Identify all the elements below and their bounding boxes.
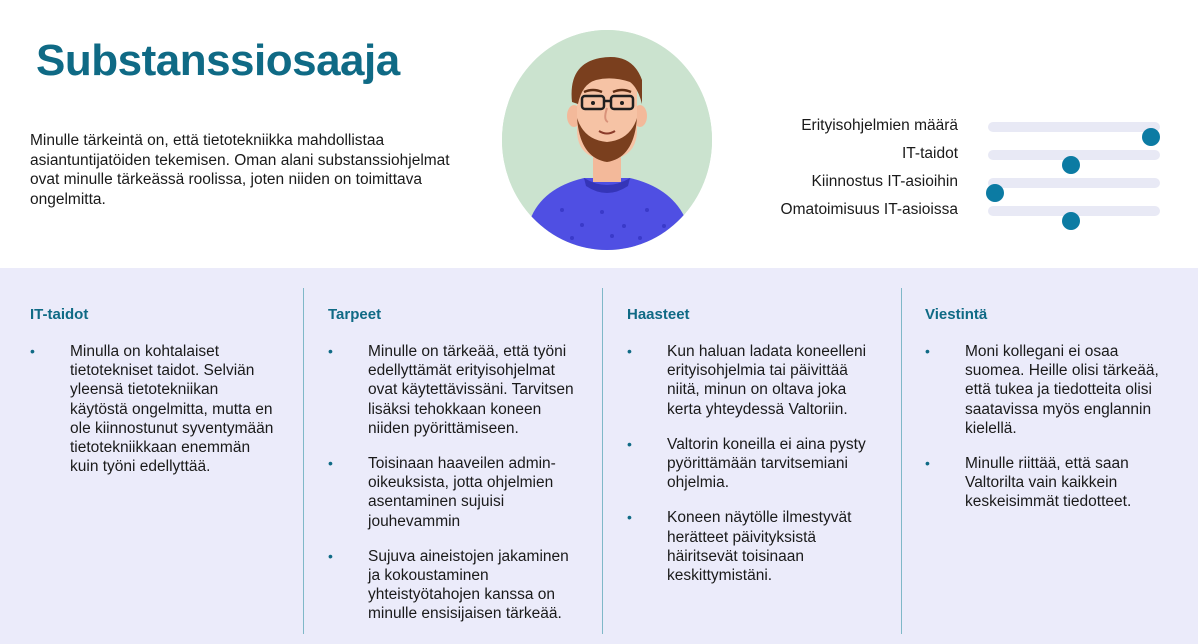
slider-label: Omatoimisuus IT-asioissa [780, 201, 958, 218]
persona-details-panel [0, 268, 1198, 644]
column-tarpeet [298, 288, 601, 634]
persona-intro: Minulle tärkeintä on, että tietotekniikka mahdollistaa asiantuntijatöiden tekemisen. Oman alani substanssiohjelmat ovat minulle tärkeässä roolissa, joten niiden on toimittava ongelmitta. [30, 132, 450, 208]
persona-header [0, 0, 1198, 268]
column-list [30, 342, 280, 492]
list-item: • Sujuva aineistojen jakaminen ja kokoustaminen yhteistyötahojen kanssa on minulle ensisijaisen tärkeää. [328, 547, 578, 624]
slider-label: Erityisohjelmien määrä [801, 117, 958, 134]
list-item: • Kun haluan ladata koneelleni erityisohjelmia tai päivittää niitä, minun on oltava joka kerta yhteydessä Valtoriin. [627, 342, 877, 419]
slider-knob [1062, 212, 1080, 230]
column-title: IT-taidot [30, 306, 89, 323]
column-it-taidot [0, 288, 303, 634]
list-item: • Minulla on kohtalaiset tietotekniset taidot. Selviän yleensä tietotekniikan käytöstä ongelmitta, mutta en ole kiinnostunut syventymään tietotekniikkaan enemmän kuin työni edellyttää. [30, 342, 280, 476]
slider-track [988, 206, 1160, 216]
column-viestinta [895, 288, 1198, 634]
column-title: Viestintä [925, 306, 988, 323]
page-title: Substanssiosaaja [36, 36, 400, 85]
column-title: Tarpeet [328, 306, 382, 323]
list-item: • Moni kollegani ei osaa suomea. Heille olisi tärkeää, että tukea ja tiedotteita olisi saatavissa myös englannin kielellä. [925, 342, 1175, 438]
column-title: Haasteet [627, 306, 690, 323]
persona-avatar [502, 30, 712, 250]
list-item: • Minulle riittää, että saan Valtorilta vain kaikkein keskeisimmät tiedotteet. [925, 454, 1175, 512]
list-item: • Minulle on tärkeää, että työni edellyttämät erityisohjelmat ovat käytettävissäni. Tarvitsen lisäksi tehokkaan koneen niiden pyörittämiseen. [328, 342, 578, 438]
column-list [925, 342, 1175, 528]
slider-track [988, 150, 1160, 160]
list-item: • Koneen näytölle ilmestyvät herätteet päivityksistä häiritsevät toisinaan keskittymistäni. [627, 508, 877, 585]
slider-track [988, 122, 1160, 132]
column-list [328, 342, 578, 640]
slider-row [780, 168, 1180, 196]
slider-label: IT-taidot [902, 145, 958, 162]
column-list [627, 342, 877, 601]
trait-sliders [780, 112, 1180, 224]
column-haasteet [597, 288, 900, 634]
list-item: • Toisinaan haaveilen admin-oikeuksista, jotta ohjelmien asentaminen sujuisi jouhevammin [328, 454, 578, 531]
slider-row [780, 140, 1180, 168]
slider-label: Kiinnostus IT-asioihin [811, 173, 958, 190]
persona-illustration [502, 30, 712, 250]
slider-row [780, 112, 1180, 140]
list-item: • Valtorin koneilla ei aina pysty pyörittämään tarvitsemiani ohjelmia. [627, 435, 877, 493]
slider-row [780, 196, 1180, 224]
slider-track [988, 178, 1160, 188]
